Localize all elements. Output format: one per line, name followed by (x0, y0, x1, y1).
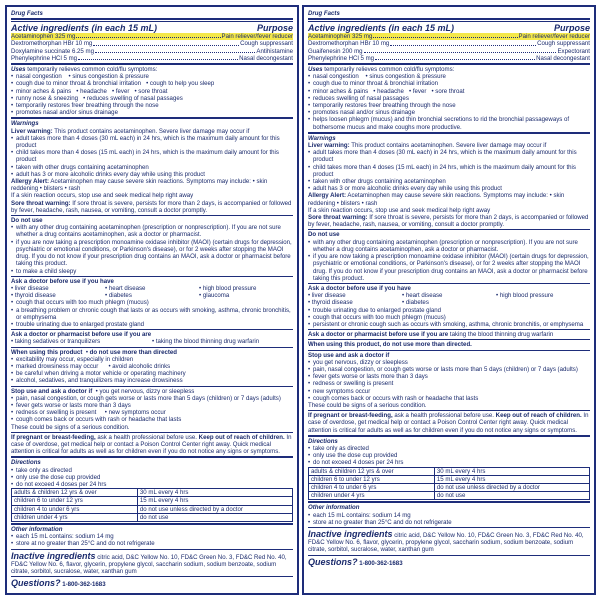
stop-use-list (11, 395, 293, 424)
table-row: children 6 to under 12 yrs 15 mL every 4 hrs (12, 497, 293, 505)
list-item: • child takes more than 4 doses (15 mL each) in 24 hrs, which is the maximum daily amount for this product (308, 164, 590, 178)
liver-list (308, 149, 590, 192)
list-item: • runny nose & sneezing • reduces swelling of nasal passages (11, 95, 293, 102)
sore-throat-warning: Sore throat warning: If sore throat is severe, persists for more than 2 days, is accompanied or followed by fever, headache, rash, nausea, or vomiting, consult a doctor promptly. (11, 199, 292, 214)
list-item: • take only as directed (308, 445, 590, 452)
ingredient-purpose: Nasal decongestant (239, 54, 293, 62)
list-item: • child takes more than 4 doses (15 mL each) in 24 hrs, which is the maximum daily amount for this product (11, 149, 293, 163)
ask-doctor-grid (11, 285, 293, 299)
ingredient-purpose: Pain reliever/fever reducer (221, 33, 293, 41)
list-item: • taken with other drugs containing acetaminophen (308, 178, 590, 185)
list-item: • redness or swelling is present • new symptoms occur (11, 409, 293, 416)
list-item: • cough that occurs with too much phlegm (mucus) (308, 314, 590, 321)
active-ingredients-header (11, 21, 293, 33)
list-item: • with any other drug containing acetaminophen (prescription or nonprescription). If you are not sure whether a drug contains acetaminophen, ask a doctor or pharmacist. (308, 239, 590, 253)
pregnancy-warning: If pregnant or breast-feeding, ask a health professional before use. Keep out of reach of children. In case of overdose, get medical help or contact a Poison Control Center right away. Quick medical attention is critical for adults as well as for children even if you do not notice any signs or symptoms. (308, 412, 589, 434)
list-item: • diabetes (105, 292, 132, 300)
panel-title: Drug Facts (11, 10, 293, 20)
ask-doctor-grid (308, 292, 590, 306)
purpose-title: Purpose (256, 23, 293, 34)
directions-title: Directions (308, 435, 590, 445)
ask-doctor-title: Ask a doctor before use if you have (11, 276, 293, 285)
stop-use-after: These could be signs of a serious condition. (308, 401, 427, 409)
ingredient-row (308, 55, 590, 62)
active-ingredients-title: Active ingredients (in each 15 mL) (11, 23, 158, 34)
active-ingredients-title: Active ingredients (in each 15 mL) (308, 23, 455, 34)
list-item: • adult has 3 or more alcoholic drinks every day while using this product (11, 171, 293, 178)
ingredient-name: Dextromethorphan HBr 10 mg (11, 40, 93, 48)
list-item: • heart disease (105, 284, 146, 292)
list-item: • cough that occurs with too much phlegm (mucus) (11, 299, 293, 306)
list-item: • adult takes more than 4 doses (30 mL each) in 24 hrs, which is the maximum daily amount for this product (11, 135, 293, 149)
list-item: • store at no greater than 25°C and do not refrigerate (308, 519, 590, 526)
sore-throat-warning: Sore throat warning: If sore throat is severe, persists for more than 2 days, is accompanied or followed by fever, headache, rash, nausea, or vomiting, consult a doctor promptly. (308, 214, 589, 229)
list-item: • excitability may occur, especially in children (11, 356, 293, 363)
list-item: • to make a child sleepy (11, 268, 293, 275)
list-item: • if you are now taking a prescription monoamine oxidase inhibitor (MAOI) (certain drugs for depression, psychiatric or emotional conditions, or Parkinson's disease), or for 2 weeks after stopping the MAOI drug. If you do not know if your prescription drug contains an MAOI, ask a doctor or pharmacist before taking this product. (11, 239, 293, 268)
liver-list (11, 135, 293, 178)
ingredient-purpose: Nasal decongestant (536, 54, 590, 62)
list-item: • taken with other drugs containing acetaminophen (11, 164, 293, 171)
ingredient-purpose: Pain reliever/fever reducer (518, 33, 590, 41)
uses-title: Uses temporarily relieves common cold/flu symptoms: (308, 63, 590, 73)
ask-doctor-list (308, 307, 590, 329)
list-item: • each 15 mL contains: sodium 14 mg (11, 533, 293, 540)
list-item: • only use the dose cup provided (308, 452, 590, 459)
table-row: children 6 to under 12 yrs 15 mL every 4 hrs (309, 475, 590, 483)
list-item: • liver disease (11, 284, 49, 292)
list-item: • fever gets worse or lasts more than 3 days (308, 373, 590, 380)
list-item: • pain, nasal congestion, or cough gets worse or lasts more than 5 days (children) or 7 days (adults) (11, 395, 293, 402)
list-item: • thyroid disease (11, 292, 56, 300)
questions-line: Questions? 1-800-362-1683 (308, 555, 590, 567)
stop-use-after: These could be signs of a serious condition. (11, 423, 130, 431)
list-item: • high blood pressure (496, 292, 554, 300)
drug-facts-panel-right (302, 5, 596, 595)
uses-intro: temporarily relieves common cold/flu symptoms: (27, 66, 158, 74)
warnings-title: Warnings (308, 132, 590, 142)
list-item: • cough comes back or occurs with rash or headache that lasts (308, 395, 590, 402)
list-item: • liver disease (308, 292, 346, 300)
active-ingredients-header (308, 21, 590, 33)
table-row: children under 4 yrs do not use (309, 492, 590, 500)
drug-facts-panel-left (5, 5, 299, 595)
list-item: • trouble urinating due to enlarged prostate gland (11, 321, 293, 328)
allergy-after: If a skin reaction occurs, stop use and seek medical help right away (11, 192, 194, 200)
ask-pharmacist-list (11, 338, 293, 345)
list-item: • do not exceed 4 doses per 24 hrs (308, 459, 590, 466)
ingredient-name: Acetaminophen 325 mg (11, 33, 76, 41)
inactive-ingredients: Inactive ingredients citric acid, D&C Yellow No. 10, FD&C Green No. 3, FD&C Red No. 40, FD&C Yellow No. 6, flavor, glycerin, propylene glycol, saccharin sodium, sodium benzoate, sodium citrate, sorbitol, sucralose, water, xanthan gum (11, 549, 293, 576)
do-not-use-list (308, 239, 590, 282)
directions-table (308, 467, 590, 501)
ingredient-row (308, 33, 590, 40)
list-item: • if you are now taking a prescription monoamine oxidase inhibitor (MAOI) (certain drugs for depression, psychiatric or emotional conditions, or Parkinson's disease), or for 2 weeks after stopping the MAOI drug. If you do not know if your prescription drug contains an MAOI, ask a doctor or pharmacist before taking this product. (308, 253, 590, 282)
liver-warning: Liver warning: This product contains acetaminophen. Severe liver damage may occur if (11, 127, 250, 135)
directions-list (308, 445, 590, 467)
list-item: • pain, nasal congestion, or cough gets worse or lasts more than 5 days (children) or 7 days (adults) (308, 366, 590, 373)
other-info-title: Other information (11, 523, 293, 533)
table-row: children under 4 yrs do not use (12, 513, 293, 521)
table-row: children 4 to under 6 yrs do not use unless directed by a doctor (12, 505, 293, 513)
ingredient-name: Phenylephrine HCl 5 mg (308, 54, 375, 62)
stop-use-title: Stop use and ask a doctor if (308, 350, 590, 359)
list-item: • a breathing problem or chronic cough that lasts or as occurs with smoking, asthma, chronic bronchitis, or emphysema (11, 307, 293, 321)
other-info-title: Other information (308, 501, 590, 511)
warnings-title: Warnings (11, 117, 293, 127)
do-not-use-title: Do not use (11, 215, 293, 224)
table-row: adults & children 12 yrs & over 30 mL every 4 hrs (12, 489, 293, 497)
list-item: • cough comes back or occurs with rash or headache that lasts (11, 416, 293, 423)
allergy-alert: Allergy Alert: Acetaminophen may cause severe skin reactions. Symptoms may include: • skin reddening • blisters • rash (11, 178, 268, 193)
list-item: • store at no greater than 25°C and do not refrigerate (11, 540, 293, 547)
list-item: • high blood pressure (199, 284, 257, 292)
uses-title: Uses temporarily relieves common cold/flu symptoms: (11, 63, 293, 73)
list-item: • adult takes more than 4 doses (30 mL each) in 24 hrs, which is the maximum daily amount for this product (308, 149, 590, 163)
list-item: • adult has 3 or more alcoholic drinks every day while using this product (308, 185, 590, 192)
ask-doctor-list (11, 299, 293, 328)
stop-use-list (308, 359, 590, 402)
uses-intro: temporarily relieves common cold/flu symptoms: (324, 66, 455, 74)
list-item: • new symptoms occur (308, 388, 590, 395)
uses-list (11, 73, 293, 116)
list-item: • promotes nasal and/or sinus drainage (308, 109, 590, 116)
list-item: • cough due to minor throat & bronchial irritation (308, 80, 590, 87)
list-item: • temporarily restores freer breathing through the nose (11, 102, 293, 109)
ingredient-purpose: Cough suppressant (240, 40, 293, 48)
allergy-alert: Allergy Alert: Acetaminophen may cause severe skin reactions. Symptoms may include: • skin reddening • blisters • rash (308, 192, 565, 207)
directions-table (11, 488, 293, 522)
panel-title: Drug Facts (308, 10, 590, 20)
when-using-title: When using this product, do not use more than directed. (308, 339, 590, 348)
questions-line: Questions? 1-800-362-1683 (11, 576, 293, 588)
directions-title: Directions (11, 456, 293, 466)
list-item: • alcohol, sedatives, and tranquilizers may increase drowsiness (11, 377, 293, 384)
list-item: • helps loosen phlegm (mucus) and thin bronchial secretions to rid the bronchial passageways of bothersome mucus and make coughs more productive. (308, 116, 590, 130)
ingredient-row (11, 40, 293, 47)
list-item: • diabetes (402, 299, 429, 307)
do-not-use-title: Do not use (308, 229, 590, 238)
ingredient-purpose: Expectorant (557, 47, 590, 55)
list-item: • be careful when driving a motor vehicle or operating machinery (11, 370, 293, 377)
list-item: • promotes nasal and/or sinus drainage (11, 109, 293, 116)
list-item: • temporarily restores freer breathing through the nose (308, 102, 590, 109)
when-using-header: When using this product • do not use more than directed (11, 347, 293, 356)
directions-list (11, 467, 293, 489)
list-item: • taking the blood thinning drug warfarin (152, 338, 260, 346)
ask-pharmacist-title: Ask a doctor or pharmacist before use if you are (11, 329, 293, 338)
ingredient-row (11, 33, 293, 40)
list-item: • glaucoma (199, 292, 230, 300)
list-item: • taking sedatives or tranquilizers (11, 338, 101, 346)
list-item: • do not exceed 4 doses per 24 hrs (11, 481, 293, 488)
ingredient-name: Guaifenesin 200 mg (308, 47, 363, 55)
other-info-list (11, 533, 293, 547)
list-item: • nasal congestion • sinus congestion & pressure (308, 73, 590, 80)
ask-doctor-title: Ask a doctor before use if you have (308, 283, 590, 292)
list-item: • reduces swelling of nasal passages (308, 95, 590, 102)
when-using-list (11, 356, 293, 385)
do-not-use-list (11, 224, 293, 274)
table-row: adults & children 12 yrs & over 30 mL every 4 hrs (309, 467, 590, 475)
ingredient-row (11, 48, 293, 55)
ingredient-purpose: Cough suppressant (537, 40, 590, 48)
liver-warning: Liver warning: This product contains acetaminophen. Severe liver damage may occur if (308, 142, 547, 150)
purpose-title: Purpose (553, 23, 590, 34)
inactive-ingredients: Inactive ingredients citric acid, D&C Yellow No. 10, FD&C Green No. 3, FD&C Red No. 40, FD&C Yellow No. 6, flavor, glycerin, propylene glycol, saccharin sodium, sodium benzoate, sodium citrate, sorbitol, sucralose, water, xanthan gum (308, 527, 590, 554)
list-item: • trouble urinating due to enlarged prostate gland (308, 307, 590, 314)
list-item: • only use the dose cup provided (11, 474, 293, 481)
list-item: • redness or swelling is present (308, 380, 590, 387)
ingredient-name: Acetaminophen 325 mg (308, 33, 373, 41)
list-item: • minor aches & pains • headache • fever • sore throat (11, 88, 293, 95)
other-info-list (308, 512, 590, 526)
list-item: • fever gets worse or lasts more than 3 days (11, 402, 293, 409)
ingredient-name: Dextromethorphan HBr 10 mg (308, 40, 390, 48)
list-item: • thyroid disease (308, 299, 353, 307)
stop-use-header: Stop use and ask a doctor if • you get nervous, dizzy or sleepless (11, 386, 293, 395)
ask-pharmacist-row: Ask a doctor or pharmacist before use if you are taking the blood thinning drug warfarin (308, 329, 590, 338)
list-item: • each 15 mL contains: sodium 14 mg (308, 512, 590, 519)
ingredient-row (11, 55, 293, 62)
table-row: children 4 to under 6 yrs do not use unless directed by a doctor (309, 483, 590, 491)
ingredient-name: Phenylephrine HCl 5 mg (11, 54, 78, 62)
uses-list (308, 73, 590, 131)
list-item: • marked drowsiness may occur • avoid alcoholic drinks (11, 363, 293, 370)
list-item: • you get nervous, dizzy or sleepless (308, 359, 590, 366)
list-item: • cough due to minor throat & bronchial irritation • cough to help you sleep (11, 80, 293, 87)
ingredient-purpose: Antihistamine (256, 47, 293, 55)
list-item: • heart disease (402, 292, 443, 300)
ingredient-row (308, 40, 590, 47)
allergy-after: If a skin reaction occurs, stop use and seek medical help right away (308, 206, 491, 214)
list-item: • nasal congestion • sinus congestion & pressure (11, 73, 293, 80)
pregnancy-warning: If pregnant or breast-feeding, ask a health professional before use. Keep out of reach of children. In case of overdose, get medical help or contact a Poison Control Center right away. Quick medical attention is critical for adults as well as for children even if you do not notice any signs or symptoms. (11, 433, 292, 456)
ingredient-row (308, 48, 590, 55)
list-item: • with any other drug containing acetaminophen (prescription or nonprescription). If you are not sure whether a drug contains acetaminophen, ask a doctor or pharmacist. (11, 224, 293, 238)
list-item: • minor aches & pains • headache • fever • sore throat (308, 88, 590, 95)
ingredient-name: Doxylamine succinate 6.25 mg (11, 47, 94, 55)
list-item: • persistent or chronic cough such as occurs with smoking, asthma, chronic bronchitis, or emphysema (308, 321, 590, 328)
list-item: • take only as directed (11, 467, 293, 474)
